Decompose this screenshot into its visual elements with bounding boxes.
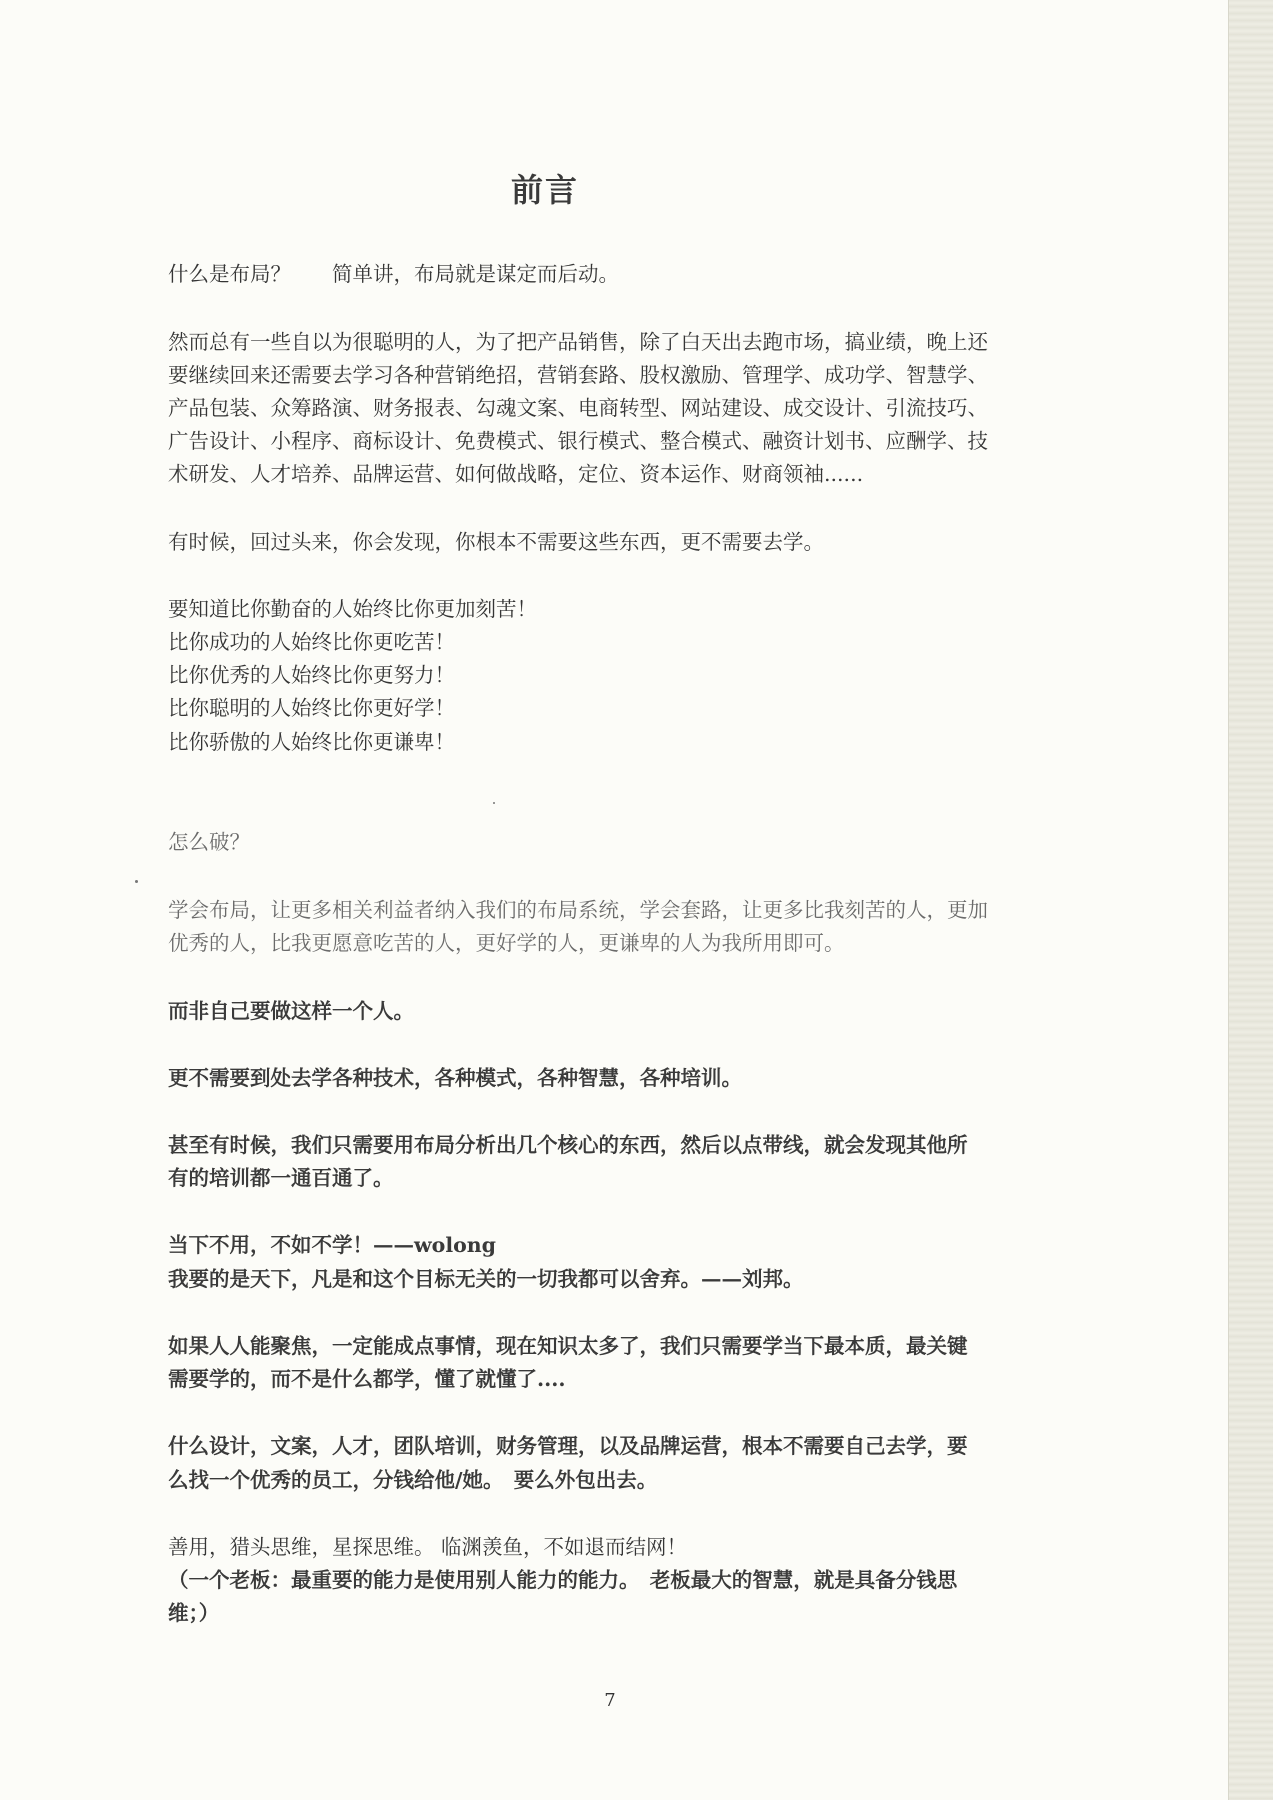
text-line: 产品包装、众筹路演、财务报表、勾魂文案、电商转型、网站建设、成交设计、引流技巧、 <box>168 396 988 420</box>
text-line: 比你聪明的人始终比你更好学！ <box>168 696 455 720</box>
text-line: 什么设计，文案，人才，团队培训，财务管理，以及品牌运营，根本不需要自己去学，要 <box>168 1434 968 1458</box>
scan-speck <box>493 802 495 804</box>
text-line: 维；） <box>168 1601 220 1625</box>
text-line: 比你成功的人始终比你更吃苦！ <box>168 630 455 654</box>
text-line: 要继续回来还需要去学习各种营销绝招，营销套路、股权激励、管理学、成功学、智慧学、 <box>168 363 988 387</box>
text-line: 么找一个优秀的员工，分钱给他/她。 要么外包出去。 <box>168 1468 658 1492</box>
text-line: （一个老板：最重要的能力是使用别人能力的能力。 老板最大的智慧，就是具备分钱思 <box>168 1568 958 1592</box>
text-line: 我要的是天下，凡是和这个目标无关的一切我都可以舍弃。——刘邦。 <box>168 1267 804 1291</box>
text-line: 广告设计、小程序、商标设计、免费模式、银行模式、整合模式、融资计划书、应酬学、技 <box>168 429 988 453</box>
text-line: 甚至有时候，我们只需要用布局分析出几个核心的东西，然后以点带线，就会发现其他所 <box>168 1133 968 1157</box>
text-line: 而非自己要做这样一个人。 <box>168 999 414 1023</box>
text-line: 怎么破？ <box>168 830 250 854</box>
text-line: 有时候，回过头来，你会发现，你根本不需要这些东西，更不需要去学。 <box>168 530 824 554</box>
text-line: 什么是布局？ 简单讲，布局就是谋定而后动。 <box>168 262 619 286</box>
scan-speck <box>135 880 138 883</box>
page-edge <box>1228 0 1273 1800</box>
page-title: 前言 <box>510 171 579 209</box>
text-line: 优秀的人，比我更愿意吃苦的人，更好学的人，更谦卑的人为我所用即可。 <box>168 931 845 955</box>
text-line: 善用，猎头思维，星探思维。 临渊羡鱼，不如退而结网！ <box>168 1535 688 1559</box>
text-line: 比你优秀的人始终比你更努力！ <box>168 663 455 687</box>
page-number: 7 <box>604 1690 616 1711</box>
text-line: 然而总有一些自以为很聪明的人，为了把产品销售，除了白天出去跑市场，搞业绩，晚上还 <box>168 330 988 354</box>
text-line: 如果人人能聚焦，一定能成点事情，现在知识太多了，我们只需要学当下最本质，最关键 <box>168 1334 968 1358</box>
text-line: 要知道比你勤奋的人始终比你更加刻苦！ <box>168 597 537 621</box>
text-line: 当下不用，不如不学！——wolong <box>168 1233 497 1257</box>
text-line: 学会布局，让更多相关利益者纳入我们的布局系统，学会套路，让更多比我刻苦的人，更加 <box>168 898 988 922</box>
text-line: 更不需要到处去学各种技术，各种模式，各种智慧，各种培训。 <box>168 1066 742 1090</box>
text-line: 需要学的，而不是什么都学，懂了就懂了.... <box>168 1367 566 1391</box>
text-line: 比你骄傲的人始终比你更谦卑！ <box>168 730 455 754</box>
text-line: 有的培训都一通百通了。 <box>168 1166 394 1190</box>
text-line: 术研发、人才培养、品牌运营、如何做战略，定位、资本运作、财商领袖...... <box>168 462 864 486</box>
